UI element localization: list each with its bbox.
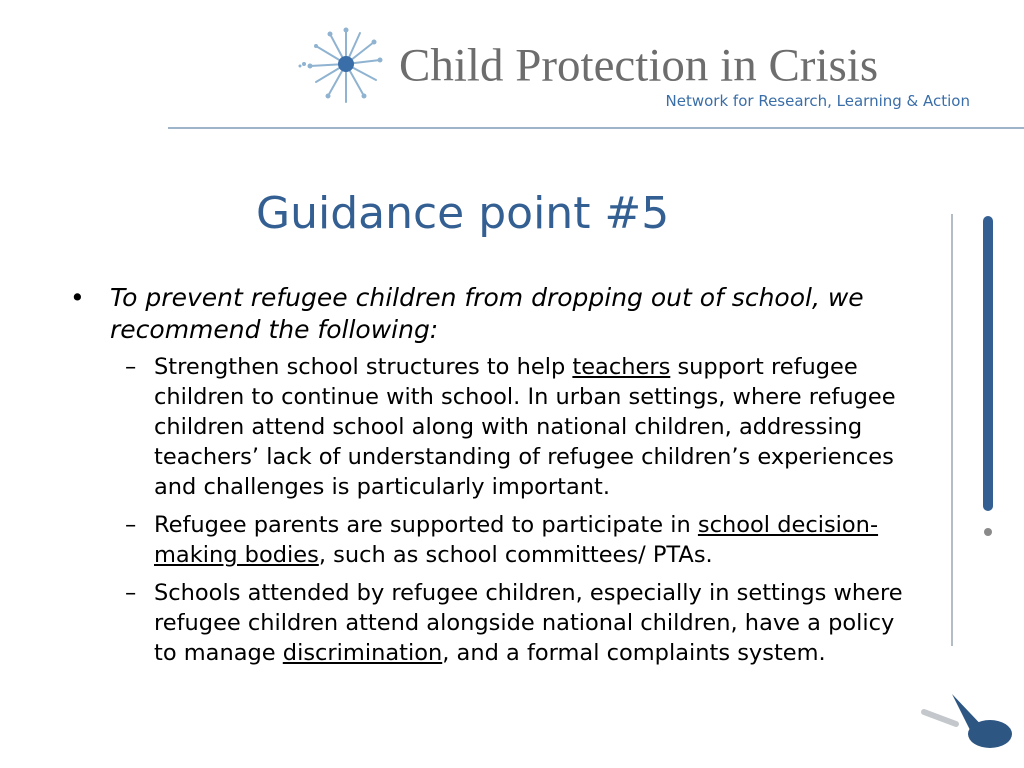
recommendation-text: Refugee parents are supported to participate in <box>154 512 698 538</box>
logo-subtitle: Network for Research, Learning & Action <box>665 92 970 110</box>
recommendation-list <box>70 352 918 668</box>
side-accent-dot <box>984 528 992 536</box>
intro-text: To prevent refugee children from dropping out of school, we recommend the following: <box>110 283 864 344</box>
slide-body <box>70 282 918 676</box>
dash-icon: – <box>125 354 137 380</box>
logo-title: Child Protection in Crisis <box>399 39 879 92</box>
organization-logo <box>298 26 978 116</box>
main-bullet <box>70 282 918 346</box>
header-divider <box>168 127 1024 129</box>
slide-title: Guidance point #5 <box>256 188 670 239</box>
dash-icon: – <box>125 580 137 606</box>
teachers-link[interactable]: teachers <box>572 354 671 380</box>
recommendation-text: Schools attended by refugee children, especially in settings where refugee children attend alongside national children, have a policy to manage <box>154 580 903 666</box>
recommendation-item <box>70 352 918 502</box>
school-decision-making-bodies-link[interactable]: school decision-making bodies <box>154 512 879 568</box>
dash-icon: – <box>125 512 137 538</box>
discrimination-link[interactable]: discrimination <box>282 640 443 666</box>
bullet-icon: • <box>70 283 85 312</box>
side-accent-bar <box>983 216 993 511</box>
corner-drop-icon <box>916 688 1016 752</box>
recommendation-text: Strengthen school structures to help <box>154 354 573 380</box>
side-divider-line <box>951 214 953 646</box>
sunburst-logo-icon <box>298 26 384 106</box>
recommendation-text: , such as school committees/ PTAs. <box>318 542 713 568</box>
recommendation-item <box>70 510 918 570</box>
recommendation-text: , and a formal complaints system. <box>442 640 826 666</box>
recommendation-text: support refugee children to continue with school. In urban settings, where refugee children attend school along with national children, addressing teachers’ lack of understanding of refugee children’s experiences and challenges is particularly important. <box>154 354 896 500</box>
recommendation-item <box>70 578 918 668</box>
